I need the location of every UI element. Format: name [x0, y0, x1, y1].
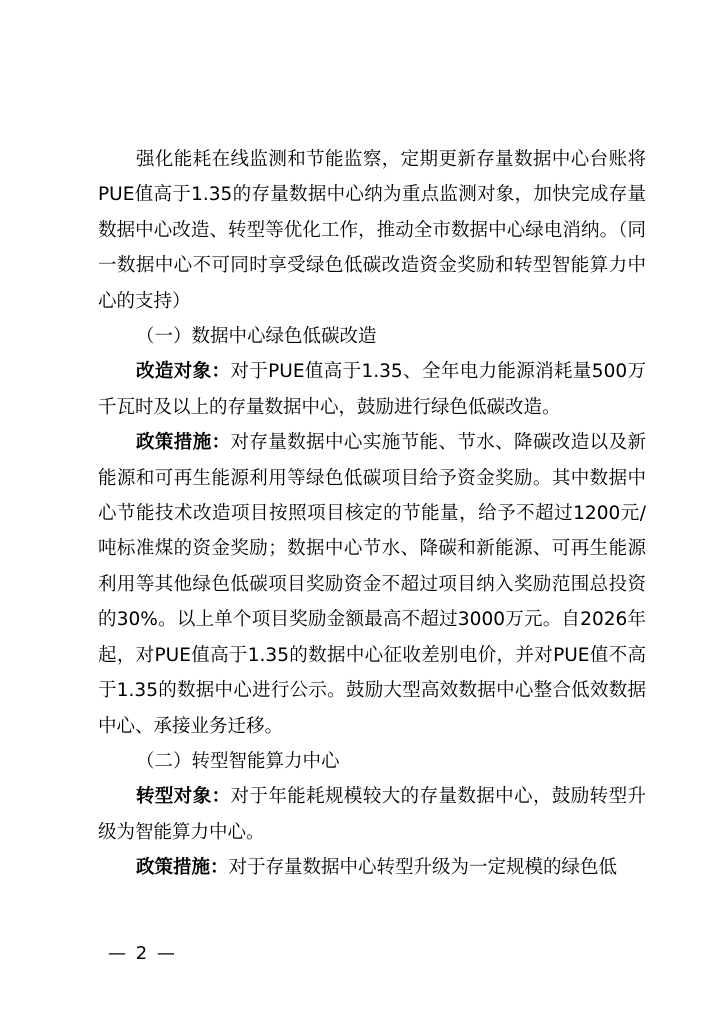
section-heading-text: （二）转型智能算力中心 [136, 750, 340, 772]
paragraph-lead: 政策措施： [136, 432, 231, 454]
paragraph-text: 对于PUE值高于1.35、全年电力能源消耗量500万千瓦时及以上的存量数据中心，鼓励进行绿色低碳改造。 [98, 361, 646, 418]
section-heading-intelligent-computing [98, 744, 646, 779]
section-heading-green-renovation [98, 319, 646, 354]
paragraph-renovation-measures [98, 425, 646, 744]
paragraph-text: 对存量数据中心实施节能、节水、降碳改造以及新能源和可再生能源利用等绿色低碳项目给予资金奖励。其中数据中心节能技术改造项目按照项目核定的节能量，给予不超过1200元/吨标准煤的资金奖励；数据中心节水、降碳和新能源、可再生能源利用等其他绿色低碳项目奖励资金不超过项目纳入奖励范围总投资的30%。以上单个项目奖励金额最高不超过3000万元。自2026年起，对PUE值高于1.35的数据中心征收差别电价，并对PUE值不高于1.35的数据中心进行公示。鼓励大型高效数据中心整合低效数据中心、承接业务迁移。 [98, 432, 646, 737]
paragraph-lead: 转型对象： [136, 786, 231, 808]
paragraph-intro [98, 142, 646, 319]
section-heading-text: （一）数据中心绿色低碳改造 [136, 326, 377, 348]
paragraph-renovation-target [98, 354, 646, 425]
paragraph-transformation-target [98, 779, 646, 850]
document-body [98, 142, 646, 886]
paragraph-text: 对于存量数据中心转型升级为一定规模的绿色低 [228, 857, 618, 879]
paragraph-transformation-measures [98, 850, 646, 885]
paragraph-lead: 改造对象： [136, 361, 231, 383]
paragraph-lead: 政策措施： [136, 857, 229, 879]
paragraph-text: 对于年能耗规模较大的存量数据中心，鼓励转型升级为智能算力中心。 [98, 786, 646, 843]
paragraph-text: 强化能耗在线监测和节能监察，定期更新存量数据中心台账将PUE值高于1.35的存量数据中心纳为重点监测对象，加快完成存量数据中心改造、转型等优化工作，推动全市数据中心绿电消纳。（同一数据中心不可同时享受绿色低碳改造资金奖励和转型智能算力中心的支持） [98, 149, 646, 312]
page-number: — 2 — [108, 943, 177, 964]
